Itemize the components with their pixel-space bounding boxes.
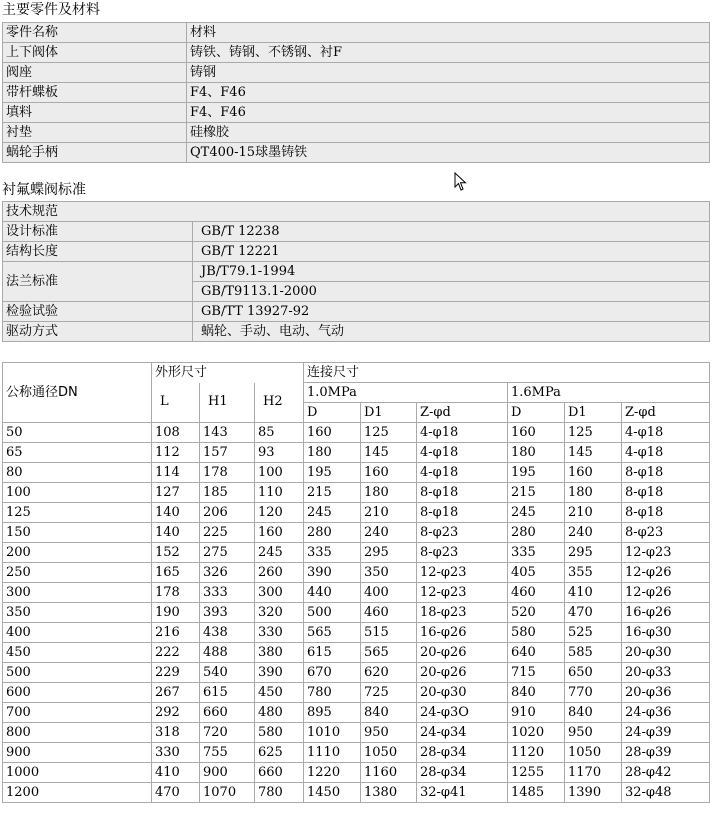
dimension-value: 840: [565, 703, 622, 723]
dimension-value: 525: [565, 623, 622, 643]
dimension-value: 333: [200, 583, 255, 603]
dimension-value: 195: [304, 463, 361, 483]
conn-col-header: D: [304, 403, 361, 423]
dimension-value: 438: [200, 623, 255, 643]
dimension-row: [3, 463, 710, 483]
dimension-value: 145: [361, 443, 417, 463]
standard-label: 检验试验: [3, 302, 193, 322]
dimension-value: 1170: [565, 763, 622, 783]
outer-dimensions-header: 外形尺寸: [152, 363, 304, 383]
dimension-value: 650: [565, 663, 622, 683]
part-name: 阀座: [3, 63, 187, 83]
dimension-row: [3, 583, 710, 603]
part-name: 上下阀体: [3, 43, 187, 63]
dimension-value: 4-φ18: [417, 423, 508, 443]
parts-header-row: [3, 23, 710, 43]
dimension-value: 1020: [508, 723, 565, 743]
dimension-value: 725: [361, 683, 417, 703]
dimension-value: 500: [304, 603, 361, 623]
dimension-row: [3, 603, 710, 623]
dimension-row: [3, 763, 710, 783]
dimension-value: 20-φ30: [622, 643, 710, 663]
dimension-value: 143: [200, 423, 255, 443]
dimension-value: 260: [255, 563, 304, 583]
parts-table: [2, 22, 710, 163]
dimension-row: [3, 523, 710, 543]
dn-value: 400: [3, 623, 152, 643]
dimension-value: 515: [361, 623, 417, 643]
dimension-value: 330: [152, 743, 200, 763]
dimension-value: 16-φ30: [622, 623, 710, 643]
dimension-value: 318: [152, 723, 200, 743]
conn-col-header: D1: [361, 403, 417, 423]
dimension-value: 380: [255, 643, 304, 663]
dimension-value: 8-φ23: [622, 523, 710, 543]
dimension-value: 625: [255, 743, 304, 763]
dimension-value: 245: [508, 503, 565, 523]
dimension-value: 4-φ18: [622, 443, 710, 463]
dimension-value: 1390: [565, 783, 622, 803]
dimension-value: 165: [152, 563, 200, 583]
dimension-value: 24-φ39: [622, 723, 710, 743]
dimension-value: 565: [304, 623, 361, 643]
dimension-row: [3, 543, 710, 563]
dimension-value: 20-φ36: [622, 683, 710, 703]
dimension-value: 1485: [508, 783, 565, 803]
standards-title: 衬氟蝶阀标准: [2, 182, 86, 198]
col-header-h2: H2: [255, 383, 304, 423]
dn-value: 500: [3, 663, 152, 683]
dimension-value: 16-φ26: [417, 623, 508, 643]
dn-value: 1000: [3, 763, 152, 783]
dimension-value: 8-φ18: [622, 463, 710, 483]
dimension-value: 488: [200, 643, 255, 663]
dimension-value: 780: [304, 683, 361, 703]
dimension-value: 280: [508, 523, 565, 543]
dimension-value: 755: [200, 743, 255, 763]
dimension-value: 222: [152, 643, 200, 663]
dimension-value: 520: [508, 603, 565, 623]
dimension-value: 245: [255, 543, 304, 563]
dimension-value: 950: [361, 723, 417, 743]
dimension-value: 245: [304, 503, 361, 523]
dn-value: 700: [3, 703, 152, 723]
parts-row: [3, 63, 710, 83]
dimension-value: 410: [152, 763, 200, 783]
standards-row: [3, 302, 710, 322]
dimension-row: [3, 483, 710, 503]
dn-value: 800: [3, 723, 152, 743]
dimension-value: 180: [508, 443, 565, 463]
dn-value: 200: [3, 543, 152, 563]
dimension-value: 160: [508, 423, 565, 443]
col-header-h1: H1: [200, 383, 255, 423]
conn-col-header: D1: [565, 403, 622, 423]
dimension-value: 190: [152, 603, 200, 623]
dimension-value: 780: [255, 783, 304, 803]
dimension-value: 125: [565, 423, 622, 443]
dimension-value: 565: [361, 643, 417, 663]
dimension-value: 900: [200, 763, 255, 783]
part-name: 带杆蝶板: [3, 83, 187, 103]
dimension-value: 910: [508, 703, 565, 723]
parts-row: [3, 123, 710, 143]
standard-label: 法兰标准: [3, 262, 193, 302]
dimension-row: [3, 643, 710, 663]
dimension-value: 295: [361, 543, 417, 563]
dimension-value: 114: [152, 463, 200, 483]
dimension-value: 229: [152, 663, 200, 683]
dimension-value: 715: [508, 663, 565, 683]
dimension-value: 112: [152, 443, 200, 463]
dimension-row: [3, 423, 710, 443]
dn-value: 100: [3, 483, 152, 503]
dimension-value: 28-φ42: [622, 763, 710, 783]
dimension-value: 326: [200, 563, 255, 583]
dimension-value: 450: [255, 683, 304, 703]
dimension-row: [3, 723, 710, 743]
dimension-value: 152: [152, 543, 200, 563]
dimension-value: 178: [200, 463, 255, 483]
dimension-value: 160: [255, 523, 304, 543]
dn-value: 350: [3, 603, 152, 623]
standards-row: [3, 262, 710, 282]
standard-label: 驱动方式: [3, 322, 193, 342]
dn-value: 125: [3, 503, 152, 523]
dimension-value: 1220: [304, 763, 361, 783]
dimension-value: 4-φ18: [622, 423, 710, 443]
dn-value: 65: [3, 443, 152, 463]
standards-row: [3, 242, 710, 262]
standards-header: 技术规范: [3, 202, 710, 222]
dimension-value: 120: [255, 503, 304, 523]
dimension-value: 620: [361, 663, 417, 683]
dimension-value: 540: [200, 663, 255, 683]
dimension-value: 950: [565, 723, 622, 743]
dimension-value: 8-φ18: [417, 503, 508, 523]
dimension-value: 180: [361, 483, 417, 503]
dimension-value: 225: [200, 523, 255, 543]
dimension-value: 390: [255, 663, 304, 683]
dimension-value: 12-φ26: [622, 563, 710, 583]
dimension-value: 1120: [508, 743, 565, 763]
standard-value: GB/T 12238: [193, 222, 710, 242]
part-name: 衬垫: [3, 123, 187, 143]
dimension-value: 8-φ23: [417, 543, 508, 563]
dimension-value: 178: [152, 583, 200, 603]
dimension-value: 8-φ18: [622, 483, 710, 503]
dimensions-table: [2, 362, 710, 803]
dimension-value: 180: [304, 443, 361, 463]
dimension-value: 20-φ33: [622, 663, 710, 683]
dimension-value: 8-φ23: [417, 523, 508, 543]
parts-row: [3, 43, 710, 63]
part-name: 蜗轮手柄: [3, 143, 187, 163]
dimension-value: 460: [361, 603, 417, 623]
dimension-value: 240: [361, 523, 417, 543]
dimension-value: 216: [152, 623, 200, 643]
dn-header: 公称通径DN: [3, 363, 152, 423]
dimension-value: 100: [255, 463, 304, 483]
dimension-value: 1380: [361, 783, 417, 803]
dimension-row: [3, 783, 710, 803]
dimension-value: 280: [304, 523, 361, 543]
dimension-value: 720: [200, 723, 255, 743]
dimension-row: [3, 443, 710, 463]
dimension-value: 440: [304, 583, 361, 603]
conn-col-header: D: [508, 403, 565, 423]
dimension-value: 1110: [304, 743, 361, 763]
standard-label: 设计标准: [3, 222, 193, 242]
dimension-row: [3, 623, 710, 643]
dimension-value: 895: [304, 703, 361, 723]
standards-row: [3, 322, 710, 342]
conn-col-header: Z-φd: [417, 403, 508, 423]
dimension-value: 160: [361, 463, 417, 483]
dimension-value: 405: [508, 563, 565, 583]
dimension-value: 1255: [508, 763, 565, 783]
dimension-value: 28-φ39: [622, 743, 710, 763]
dimension-value: 1050: [361, 743, 417, 763]
part-material: 硅橡胶: [187, 123, 710, 143]
part-material: 铸铁、铸钢、不锈钢、衬F: [187, 43, 710, 63]
dimension-value: 140: [152, 503, 200, 523]
col-header-l: L: [152, 383, 200, 423]
dimension-value: 470: [152, 783, 200, 803]
dimension-value: 160: [565, 463, 622, 483]
standard-value: 蜗轮、手动、电动、气动: [193, 322, 710, 342]
dimension-value: 615: [200, 683, 255, 703]
dimension-value: 335: [508, 543, 565, 563]
dimension-value: 20-φ26: [417, 663, 508, 683]
dimension-value: 20-φ26: [417, 643, 508, 663]
parts-row: [3, 103, 710, 123]
dimension-value: 180: [565, 483, 622, 503]
dn-value: 300: [3, 583, 152, 603]
dimension-row: [3, 563, 710, 583]
standard-value: GB/TT 13927-92: [193, 302, 710, 322]
dimension-value: 12-φ23: [417, 563, 508, 583]
dimension-value: 480: [255, 703, 304, 723]
pressure-1-header: 1.0MPa: [304, 383, 508, 403]
dimension-value: 840: [361, 703, 417, 723]
dimension-value: 330: [255, 623, 304, 643]
dimension-value: 215: [304, 483, 361, 503]
dimension-value: 215: [508, 483, 565, 503]
dimension-value: 580: [508, 623, 565, 643]
dimension-value: 4-φ18: [417, 463, 508, 483]
dn-value: 900: [3, 743, 152, 763]
part-material: F4、F46: [187, 83, 710, 103]
parts-header-cell: 零件名称: [3, 23, 187, 43]
dimension-value: 28-φ34: [417, 763, 508, 783]
dimension-value: 640: [508, 643, 565, 663]
dimension-value: 8-φ18: [417, 483, 508, 503]
dimension-value: 393: [200, 603, 255, 623]
dimension-row: [3, 703, 710, 723]
dimension-value: 8-φ18: [622, 503, 710, 523]
dimension-value: 335: [304, 543, 361, 563]
standard-label: 结构长度: [3, 242, 193, 262]
dimension-value: 1050: [565, 743, 622, 763]
dn-value: 450: [3, 643, 152, 663]
dimension-value: 355: [565, 563, 622, 583]
dimension-value: 32-φ48: [622, 783, 710, 803]
dimension-value: 1010: [304, 723, 361, 743]
dimension-value: 460: [508, 583, 565, 603]
dimension-value: 28-φ34: [417, 743, 508, 763]
mouse-pointer-icon: [454, 172, 468, 192]
dimension-value: 275: [200, 543, 255, 563]
dn-value: 250: [3, 563, 152, 583]
dimension-value: 110: [255, 483, 304, 503]
dimension-value: 292: [152, 703, 200, 723]
dimension-value: 295: [565, 543, 622, 563]
parts-header-cell: 材料: [187, 23, 710, 43]
part-material: QT400-15球墨铸铁: [187, 143, 710, 163]
dimension-value: 108: [152, 423, 200, 443]
dimension-value: 580: [255, 723, 304, 743]
dimension-value: 240: [565, 523, 622, 543]
dimension-value: 1450: [304, 783, 361, 803]
dimension-value: 12-φ26: [622, 583, 710, 603]
standard-value: GB/T 12221: [193, 242, 710, 262]
dimension-value: 660: [200, 703, 255, 723]
dimension-row: [3, 683, 710, 703]
dimension-value: 585: [565, 643, 622, 663]
dimension-value: 12-φ23: [417, 583, 508, 603]
dimension-value: 125: [361, 423, 417, 443]
part-name: 填料: [3, 103, 187, 123]
dimension-value: 18-φ23: [417, 603, 508, 623]
dimension-value: 210: [565, 503, 622, 523]
dimension-value: 140: [152, 523, 200, 543]
dimension-row: [3, 663, 710, 683]
dimension-value: 195: [508, 463, 565, 483]
parts-row: [3, 143, 710, 163]
dimension-value: 660: [255, 763, 304, 783]
connection-dimensions-header: 连接尺寸: [304, 363, 710, 383]
dimension-value: 206: [200, 503, 255, 523]
dn-value: 1200: [3, 783, 152, 803]
part-material: F4、F46: [187, 103, 710, 123]
parts-row: [3, 83, 710, 103]
dimension-value: 93: [255, 443, 304, 463]
dimension-value: 4-φ18: [417, 443, 508, 463]
dimension-value: 24-φ36: [622, 703, 710, 723]
standard-value: JB/T79.1-1994: [193, 262, 710, 282]
standards-table: [2, 201, 710, 342]
dimension-value: 210: [361, 503, 417, 523]
dimension-row: [3, 743, 710, 763]
standards-header-row: [3, 202, 710, 222]
dn-value: 80: [3, 463, 152, 483]
dimension-value: 20-φ30: [417, 683, 508, 703]
standards-row: [3, 222, 710, 242]
pressure-2-header: 1.6MPa: [508, 383, 710, 403]
dimension-value: 157: [200, 443, 255, 463]
dimension-value: 127: [152, 483, 200, 503]
dimension-value: 320: [255, 603, 304, 623]
dimension-value: 470: [565, 603, 622, 623]
dimension-value: 185: [200, 483, 255, 503]
dimension-value: 1070: [200, 783, 255, 803]
dimension-value: 145: [565, 443, 622, 463]
dimension-value: 267: [152, 683, 200, 703]
dimension-row: [3, 503, 710, 523]
dn-value: 600: [3, 683, 152, 703]
dimension-value: 300: [255, 583, 304, 603]
dimension-value: 390: [304, 563, 361, 583]
dimension-value: 615: [304, 643, 361, 663]
dimension-value: 670: [304, 663, 361, 683]
standard-value: GB/T9113.1-2000: [193, 282, 710, 302]
dimension-value: 400: [361, 583, 417, 603]
dimension-value: 16-φ26: [622, 603, 710, 623]
dimension-value: 840: [508, 683, 565, 703]
dn-value: 150: [3, 523, 152, 543]
dimension-value: 160: [304, 423, 361, 443]
dn-value: 50: [3, 423, 152, 443]
dimension-value: 770: [565, 683, 622, 703]
dimension-value: 24-φ34: [417, 723, 508, 743]
dimension-value: 410: [565, 583, 622, 603]
dimension-value: 350: [361, 563, 417, 583]
dimension-value: 32-φ41: [417, 783, 508, 803]
part-material: 铸钢: [187, 63, 710, 83]
parts-title: 主要零件及材料: [2, 2, 100, 18]
dimension-value: 12-φ23: [622, 543, 710, 563]
dimension-value: 24-φ3O: [417, 703, 508, 723]
conn-col-header: Z-φd: [622, 403, 710, 423]
dimension-value: 1160: [361, 763, 417, 783]
dimension-value: 85: [255, 423, 304, 443]
